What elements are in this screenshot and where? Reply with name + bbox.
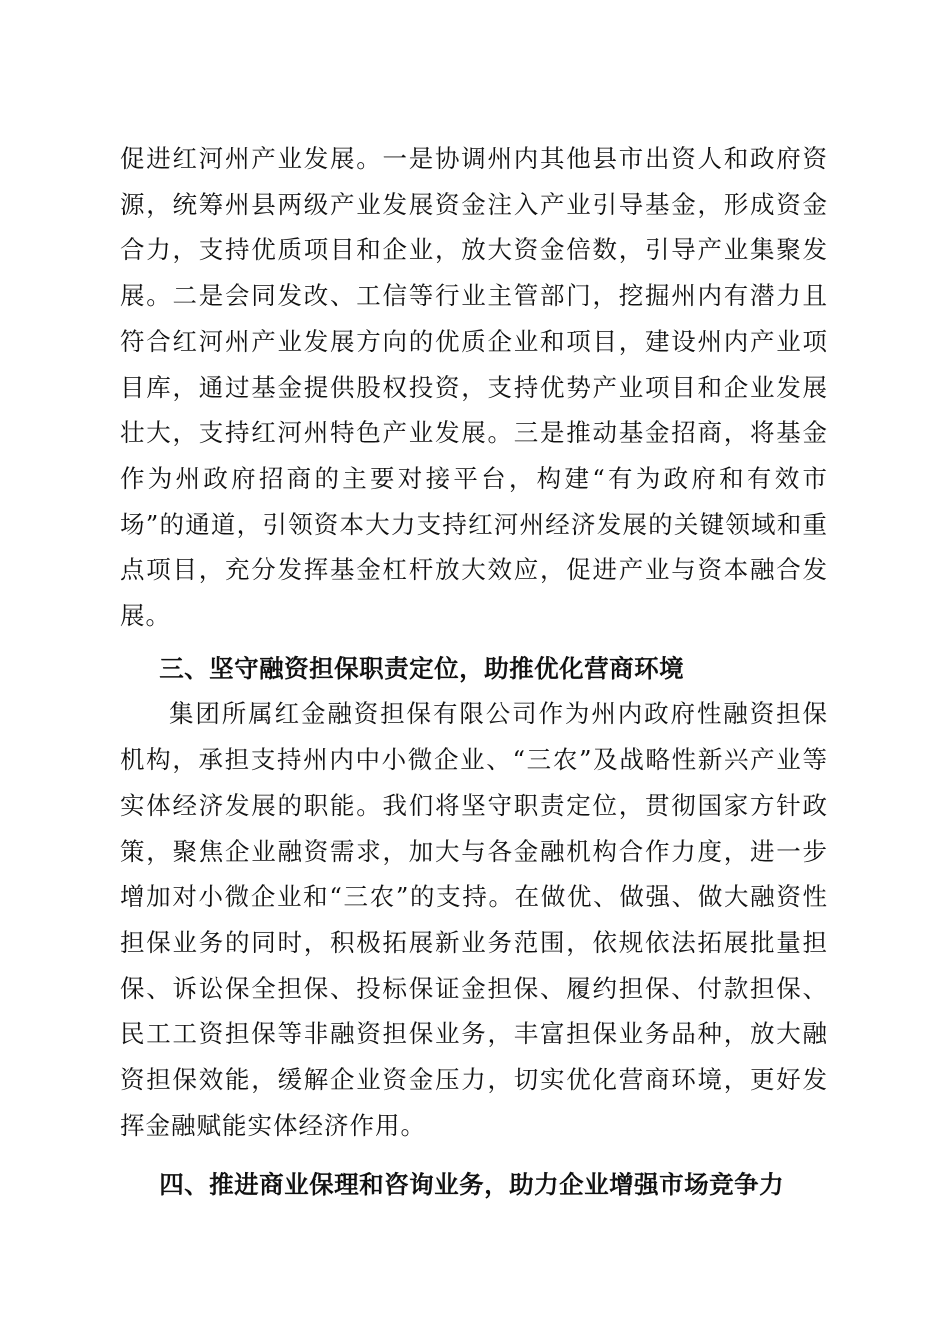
section-heading-three: 三、坚守融资担保职责定位，助推优化营商环境	[159, 653, 685, 683]
section-heading-four: 四、推进商业保理和咨询业务，助力企业增强市场竞争力	[159, 1170, 785, 1200]
document-page	[120, 136, 828, 1208]
body-paragraph-guarantee: 集团所属红金融资担保有限公司作为州内政府性融资担保机构，承担支持州内中小微企业、“三农”及战略性新兴产业等实体经济发展的职能。我们将坚守职责定位，贯彻国家方针政策，聚焦企业融资需求，加大与各金融机构合作力度，进一步增加对小微企业和“三农”的支持。在做优、做强、做大融资性担保业务的同时，积极拓展新业务范围，依规依法拓展批量担保、诉讼保全担保、投标保证金担保、履约担保、付款担保、民工工资担保等非融资担保业务，丰富担保业务品种，放大融资担保效能，缓解企业资金压力，切实优化营商环境，更好发挥金融赋能实体经济作用。	[120, 699, 828, 1140]
body-paragraph-continuation: 促进红河州产业发展。一是协调州内其他县市出资人和政府资源，统筹州县两级产业发展资金注入产业引导基金，形成资金合力，支持优质项目和企业，放大资金倍数，引导产业集聚发展。二是会同发改、工信等行业主管部门，挖掘州内有潜力且符合红河州产业发展方向的优质企业和项目，建设州内产业项目库，通过基金提供股权投资，支持优势产业项目和企业发展壮大，支持红河州特色产业发展。三是推动基金招商，将基金作为州政府招商的主要对接平台，构建“有为政府和有效市场”的通道，引领资本大力支持红河州经济发展的关键领域和重点项目，充分发挥基金杠杆放大效应，促进产业与资本融合发展。	[120, 144, 828, 631]
